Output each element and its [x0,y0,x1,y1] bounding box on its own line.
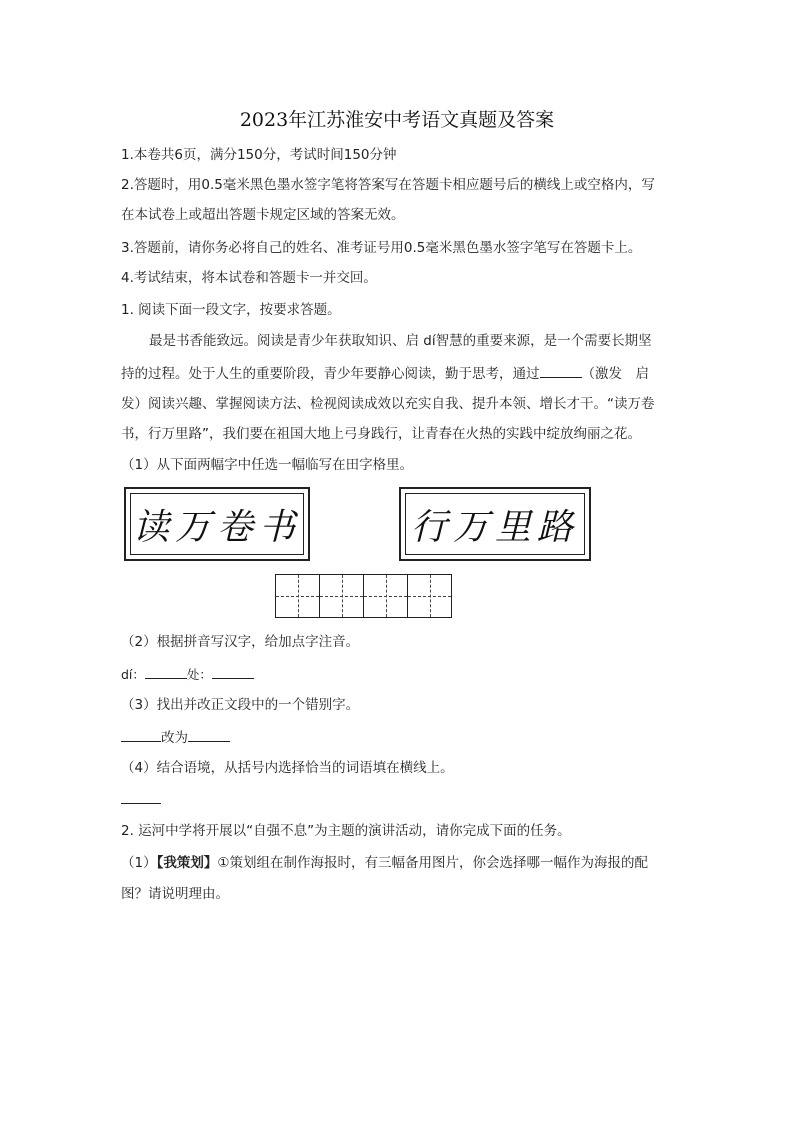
answer-blank-chu[interactable] [212,664,254,679]
sub-question-4: （4）结合语境，从括号内选择恰当的词语填在横线上。 [121,760,454,776]
instruction-2: 2.答题时，用0.5毫米黑色墨水签字笔将答案写在答题卡相应题号后的横线上或空格内，写 [121,177,655,193]
answer-blank-wrong-char[interactable] [121,727,161,742]
grid-cell[interactable] [319,574,364,618]
answer-blank-correct-char[interactable] [188,727,230,742]
sub-question-1: （1）从下面两幅字中任选一幅临写在田字格里。 [121,457,414,473]
passage-line-3: 发）阅读兴趣、掌握阅读方法、检视阅读成效以充实自我、提升本领、增长才干。“读万卷 [121,396,655,412]
pinyin-label: dí： [121,667,145,682]
q2-sub-1-prefix: （1） [121,855,157,871]
passage-line-2-tail: （激发 启 [581,366,649,382]
answer-blank-pinyin[interactable] [145,664,187,679]
q2-sub-1-tag: 【我策划】 [156,855,218,871]
grid-cell[interactable] [275,574,320,618]
tianzige-grid[interactable] [275,574,452,618]
instruction-1: 1.本卷共6页，满分150分，考试时间150分钟 [121,147,397,163]
calligraphy-sample-1 [124,487,310,561]
passage-line-1: 最是书香能致远。阅读是青少年获取知识、启 dí智慧的重要来源，是一个需要长期坚 [149,333,652,349]
calligraphy-text-2: 行万里路 [410,506,579,548]
answer-blank-word-choice[interactable] [121,789,161,804]
calligraphy-sample-2 [399,487,591,561]
sub-question-2-answers [121,664,681,685]
calligraphy-text-1: 读万卷书 [132,506,301,548]
grid-cell[interactable] [363,574,408,618]
passage-line-2 [121,363,681,384]
grid-cell[interactable] [407,574,452,618]
chu-label: 处： [186,667,212,682]
question-1-stem: 1. 阅读下面一段文字，按要求答题。 [121,302,341,318]
instruction-4: 4.考试结束，将本试卷和答题卡一并交回。 [121,270,377,286]
passage-line-4: 书，行万里路”，我们要在祖国大地上弓身践行，让青春在火热的实践中绽放绚丽之花。 [121,426,641,442]
page-title: 2023年江苏淮安中考语文真题及答案 [239,109,555,131]
q2-sub-1-line-2: 图？请说明理由。 [121,886,229,902]
instruction-3: 3.答题前，请你务必将自己的姓名、准考证号用0.5毫米黑色墨水签字笔写在答题卡上。 [121,240,642,256]
sub-question-2: （2）根据拼音写汉字，给加点字注音。 [121,634,360,650]
passage-line-2-text: 持的过程。处于人生的重要阶段，青少年要静心阅读，勤于思考，通过 [121,366,540,382]
sub-question-3-answer [121,727,681,748]
sub-question-4-answer [121,789,681,810]
sub-question-3: （3）找出并改正文段中的一个错别字。 [121,697,360,713]
question-2-stem: 2. 运河中学将开展以“自强不息”为主题的演讲活动，请你完成下面的任务。 [121,823,571,839]
q2-sub-1-line-1 [121,853,681,873]
instruction-2-cont: 在本试卷上或超出答题卡规定区域的答案无效。 [121,207,405,223]
answer-blank-word[interactable] [540,363,582,378]
change-to-label: 改为 [161,730,188,746]
q2-sub-1-text: ①策划组在制作海报时，有三幅备用图片，你会选择哪一幅作为海报的配 [217,855,648,871]
